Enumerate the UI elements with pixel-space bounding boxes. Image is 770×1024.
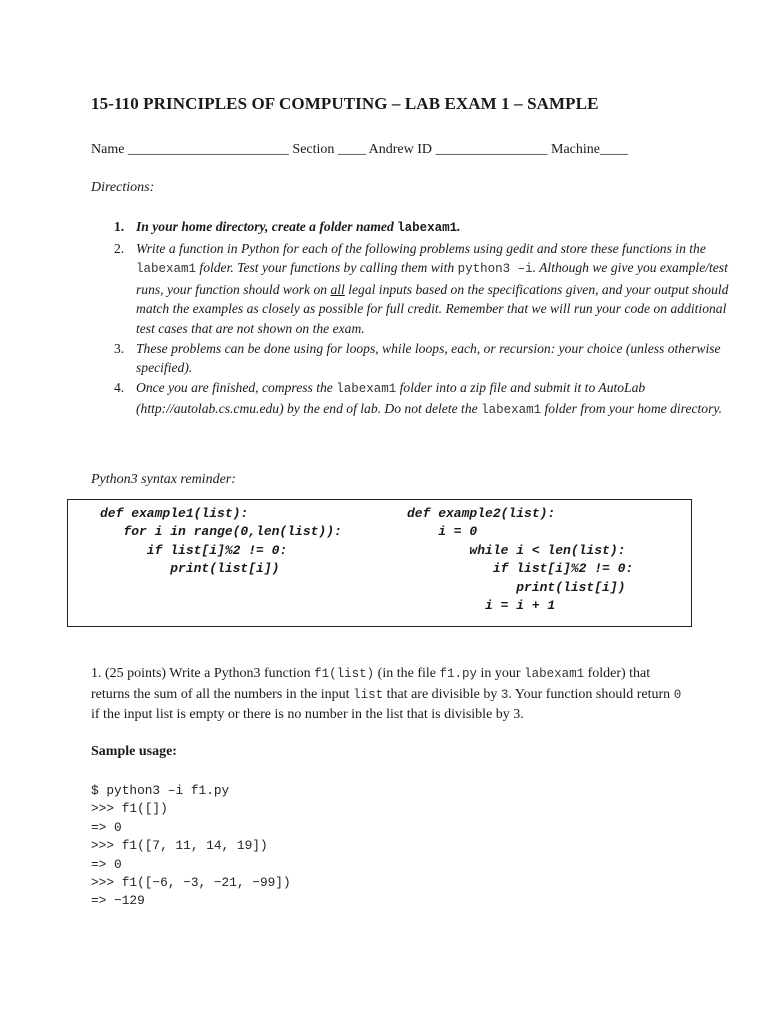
- number-code: 3: [500, 687, 509, 702]
- sample-session-code: $ python3 –i f1.py >>> f1([]) => 0 >>> f1([7, 11, 14, 19]) => 0 >>> f1([−6, −3, −21, −99]) => −129: [91, 783, 291, 909]
- command-code: python3 –i: [457, 262, 533, 277]
- item-number: 4.: [114, 379, 125, 395]
- direction-text: In your home directory, create a folder named: [136, 219, 398, 234]
- number-code: 0: [673, 687, 682, 702]
- function-signature-code: f1(list): [314, 667, 375, 681]
- direction-item-1: [114, 217, 736, 239]
- direction-text: .: [457, 219, 461, 234]
- syntax-code-box: [67, 499, 692, 627]
- direction-text: Write a function in Python for each of the following problems using gedit and store these functions in the: [136, 240, 706, 256]
- direction-text: These problems can be done using for loops, while loops, each, or recursion: your choice (unless otherwise specified).: [136, 340, 721, 376]
- underlined-word: all: [330, 281, 345, 297]
- parameter-code: list: [353, 687, 384, 702]
- direction-text: Once you are finished, compress the: [136, 379, 337, 395]
- folder-name-code: labexam1: [336, 381, 397, 396]
- sample-usage-label: Sample usage:: [91, 744, 177, 759]
- question-text: . Your function should return: [508, 686, 674, 702]
- folder-name-code: labexam1: [524, 667, 585, 681]
- question-text: in your: [477, 666, 525, 681]
- code-example-2: def example2(list): i = 0 while i < len(list): if list[i]%2 != 0: print(list[i]) i = i + 1: [407, 506, 634, 614]
- code-example-1: def example1(list): for i in range(0,len(list)): if list[i]%2 != 0: print(list[i]): [100, 506, 342, 577]
- page-title: 15-110 PRINCIPLES OF COMPUTING – LAB EXAM 1 – SAMPLE: [91, 94, 599, 113]
- item-number: 1.: [114, 219, 125, 234]
- syntax-reminder-label: Python3 syntax reminder:: [91, 472, 236, 487]
- folder-name-code: labexam1: [481, 403, 542, 418]
- student-info-line: Name _______________________ Section ____ Andrew ID ________________ Machine____: [91, 142, 628, 157]
- question-text: 1. (25 points) Write a Python3 function: [91, 666, 315, 681]
- direction-text: folder from your home directory.: [541, 401, 723, 417]
- direction-item-3: [114, 339, 736, 378]
- direction-item-4: [114, 378, 736, 421]
- item-number: 3.: [114, 340, 125, 356]
- folder-name-code: labexam1: [397, 221, 458, 235]
- question-text: (in the file: [374, 666, 440, 681]
- item-number: 2.: [114, 240, 125, 256]
- direction-text: folder into a zip file and submit it to AutoLab (http://autolab.cs.cmu.edu) by the end of lab. Do not delete the: [136, 379, 646, 417]
- question-1: [91, 664, 691, 726]
- directions-list: [91, 217, 736, 421]
- direction-text: folder. Test your functions by calling them with: [196, 260, 458, 276]
- question-text: folder) that returns the sum of all the numbers in the input: [91, 666, 651, 702]
- directions-label: Directions:: [91, 180, 155, 195]
- question-text: that are divisible by: [383, 686, 501, 702]
- direction-text: . Although we give you example/test runs, your function should work on: [136, 260, 728, 297]
- question-text: if the input list is empty or there is no number in the list that is divisible by 3.: [91, 707, 524, 722]
- direction-text: legal inputs based on the specifications given, and your output should match the examples as closely as possible for full credit. Remember that we will run your code on additional test cases that are not shown on the exam.: [136, 281, 729, 336]
- file-name-code: f1.py: [439, 667, 477, 681]
- direction-item-2: [114, 239, 736, 339]
- folder-name-code: labexam1: [136, 262, 197, 277]
